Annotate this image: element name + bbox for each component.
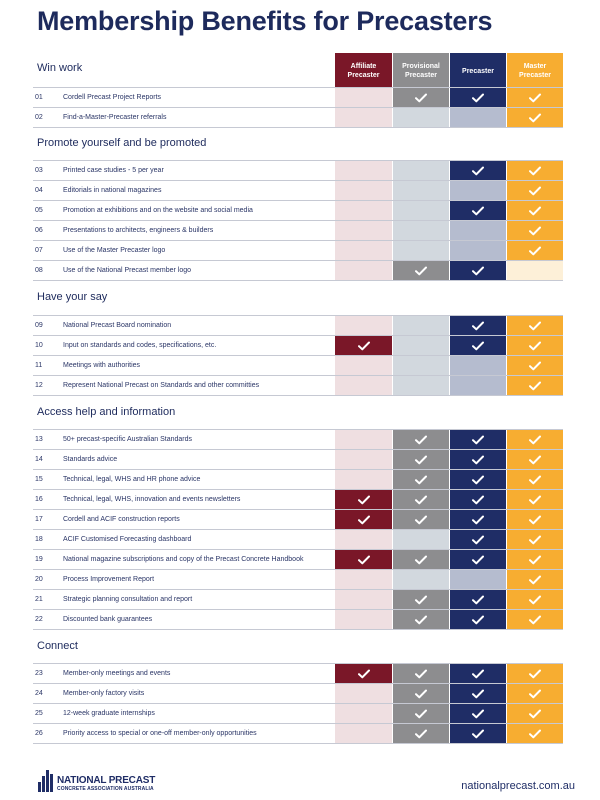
cell-affiliate	[335, 261, 392, 280]
row-label: Member-only factory visits	[63, 690, 145, 697]
checkmark-icon	[415, 669, 427, 679]
table-row	[33, 108, 563, 128]
row-label: Promotion at exhibitions and on the website and social media	[63, 207, 253, 214]
row-number: 23	[35, 670, 43, 677]
cell-provisional	[393, 430, 449, 449]
checkmark-icon	[472, 266, 484, 276]
row-number: 04	[35, 187, 43, 194]
cell-precaster	[450, 450, 506, 469]
logo-line-2: CONCRETE ASSOCIATION AUSTRALIA	[57, 786, 154, 792]
cell-precaster	[450, 530, 506, 549]
cell-affiliate	[335, 201, 392, 220]
cell-master	[507, 704, 563, 723]
cell-provisional	[393, 510, 449, 529]
checkmark-icon	[472, 515, 484, 525]
column-header-provisional: Provisional Precaster	[393, 53, 449, 89]
row-number: 10	[35, 342, 43, 349]
cell-provisional	[393, 201, 449, 220]
row-label: Priority access to special or one-off member-only opportunities	[63, 730, 257, 737]
checkmark-icon	[415, 455, 427, 465]
checkmark-icon	[472, 729, 484, 739]
column-header-affiliate: Affiliate Precaster	[335, 53, 392, 89]
row-label: Meetings with authorities	[63, 362, 141, 369]
checkmark-icon	[415, 595, 427, 605]
cell-master	[507, 376, 563, 395]
checkmark-icon	[358, 341, 370, 351]
cell-master	[507, 88, 563, 107]
table-row	[33, 161, 563, 181]
table-row	[33, 530, 563, 550]
logo-line-1: NATIONAL PRECAST	[57, 775, 156, 786]
cell-provisional	[393, 724, 449, 743]
checkmark-icon	[529, 381, 541, 391]
table-row	[33, 430, 563, 450]
checkmark-icon	[529, 615, 541, 625]
row-number: 15	[35, 476, 43, 483]
cell-affiliate	[335, 664, 392, 683]
cell-affiliate	[335, 550, 392, 569]
checkmark-icon	[529, 555, 541, 565]
table-row	[33, 376, 563, 396]
table-row	[33, 550, 563, 570]
checkmark-icon	[415, 435, 427, 445]
checkmark-icon	[472, 166, 484, 176]
cell-provisional	[393, 570, 449, 589]
cell-precaster	[450, 161, 506, 180]
row-label: Find-a-Master-Precaster referrals	[63, 114, 167, 121]
cell-master	[507, 430, 563, 449]
section-title: Connect	[37, 640, 78, 652]
checkmark-icon	[529, 206, 541, 216]
checkmark-icon	[415, 515, 427, 525]
row-label: Cordell and ACIF construction reports	[63, 516, 180, 523]
cell-master	[507, 684, 563, 703]
row-number: 06	[35, 227, 43, 234]
section-title: Promote yourself and be promoted	[37, 137, 207, 149]
column-header-master: Master Precaster	[507, 53, 563, 89]
cell-precaster	[450, 108, 506, 127]
checkmark-icon	[472, 435, 484, 445]
cell-master	[507, 570, 563, 589]
cell-precaster	[450, 336, 506, 355]
row-number: 05	[35, 207, 43, 214]
cell-affiliate	[335, 724, 392, 743]
checkmark-icon	[415, 266, 427, 276]
cell-master	[507, 316, 563, 335]
cell-provisional	[393, 221, 449, 240]
cell-master	[507, 161, 563, 180]
table-row	[33, 470, 563, 490]
cell-master	[507, 241, 563, 260]
national-precast-logo	[38, 770, 155, 792]
cell-precaster	[450, 88, 506, 107]
row-label: Discounted bank guarantees	[63, 616, 153, 623]
checkmark-icon	[415, 615, 427, 625]
cell-provisional	[393, 181, 449, 200]
cell-affiliate	[335, 510, 392, 529]
checkmark-icon	[358, 515, 370, 525]
checkmark-icon	[529, 246, 541, 256]
checkmark-icon	[472, 93, 484, 103]
section-title: Win work	[37, 62, 83, 74]
cell-master	[507, 201, 563, 220]
cell-precaster	[450, 664, 506, 683]
checkmark-icon	[529, 226, 541, 236]
cell-precaster	[450, 610, 506, 629]
checkmark-icon	[529, 435, 541, 445]
checkmark-icon	[529, 321, 541, 331]
row-label: Presentations to architects, engineers & builders	[63, 227, 214, 234]
cell-provisional	[393, 590, 449, 609]
cell-provisional	[393, 470, 449, 489]
table-row	[33, 590, 563, 610]
row-number: 17	[35, 516, 43, 523]
cell-provisional	[393, 88, 449, 107]
row-number: 21	[35, 596, 43, 603]
row-number: 20	[35, 576, 43, 583]
cell-precaster	[450, 316, 506, 335]
cell-precaster	[450, 201, 506, 220]
row-number: 01	[35, 94, 43, 101]
checkmark-icon	[529, 186, 541, 196]
checkmark-icon	[529, 575, 541, 585]
checkmark-icon	[529, 361, 541, 371]
checkmark-icon	[415, 93, 427, 103]
cell-affiliate	[335, 88, 392, 107]
checkmark-icon	[472, 689, 484, 699]
row-number: 03	[35, 167, 43, 174]
cell-master	[507, 724, 563, 743]
row-label: ACIF Customised Forecasting dashboard	[63, 536, 192, 543]
section-title: Have your say	[37, 291, 108, 303]
table-row	[33, 490, 563, 510]
checkmark-icon	[529, 535, 541, 545]
cell-affiliate	[335, 450, 392, 469]
cell-master	[507, 450, 563, 469]
cell-affiliate	[335, 530, 392, 549]
cell-master	[507, 356, 563, 375]
cell-affiliate	[335, 181, 392, 200]
cell-precaster	[450, 181, 506, 200]
cell-affiliate	[335, 316, 392, 335]
cell-affiliate	[335, 470, 392, 489]
checkmark-icon	[472, 455, 484, 465]
checkmark-icon	[472, 615, 484, 625]
cell-precaster	[450, 590, 506, 609]
cell-precaster	[450, 490, 506, 509]
table-row	[33, 181, 563, 201]
checkmark-icon	[529, 93, 541, 103]
cell-master	[507, 664, 563, 683]
row-number: 07	[35, 247, 43, 254]
checkmark-icon	[472, 321, 484, 331]
cell-provisional	[393, 610, 449, 629]
table-row	[33, 88, 563, 108]
cell-provisional	[393, 490, 449, 509]
checkmark-icon	[529, 515, 541, 525]
cell-provisional	[393, 316, 449, 335]
row-label: Use of the National Precast member logo	[63, 267, 192, 274]
table-row	[33, 664, 563, 684]
checkmark-icon	[529, 166, 541, 176]
cell-affiliate	[335, 570, 392, 589]
cell-master	[507, 221, 563, 240]
column-header-precaster: Precaster	[450, 53, 506, 89]
cell-precaster	[450, 221, 506, 240]
checkmark-icon	[472, 595, 484, 605]
row-number: 11	[35, 362, 43, 369]
row-label: Technical, legal, WHS, innovation and events newsletters	[63, 496, 241, 503]
row-number: 08	[35, 267, 43, 274]
checkmark-icon	[472, 475, 484, 485]
cell-precaster	[450, 356, 506, 375]
cell-precaster	[450, 241, 506, 260]
cell-master	[507, 470, 563, 489]
checkmark-icon	[529, 669, 541, 679]
cell-affiliate	[335, 590, 392, 609]
cell-affiliate	[335, 241, 392, 260]
table-row	[33, 261, 563, 281]
row-label: Strategic planning consultation and report	[63, 596, 193, 603]
row-number: 26	[35, 730, 43, 737]
row-number: 18	[35, 536, 43, 543]
checkmark-icon	[358, 555, 370, 565]
cell-provisional	[393, 161, 449, 180]
cell-provisional	[393, 550, 449, 569]
row-number: 22	[35, 616, 43, 623]
row-label: Technical, legal, WHS and HR phone advice	[63, 476, 201, 483]
cell-master	[507, 610, 563, 629]
cell-affiliate	[335, 610, 392, 629]
cell-provisional	[393, 376, 449, 395]
row-label: 12-week graduate internships	[63, 710, 155, 717]
cell-precaster	[450, 570, 506, 589]
table-row	[33, 201, 563, 221]
cell-precaster	[450, 430, 506, 449]
cell-master	[507, 510, 563, 529]
checkmark-icon	[472, 495, 484, 505]
website-link[interactable]: nationalprecast.com.au	[461, 780, 575, 792]
row-number: 13	[35, 436, 43, 443]
table-row	[33, 221, 563, 241]
cell-affiliate	[335, 356, 392, 375]
checkmark-icon	[529, 729, 541, 739]
cell-master	[507, 336, 563, 355]
table-row	[33, 510, 563, 530]
checkmark-icon	[415, 689, 427, 699]
checkmark-icon	[415, 555, 427, 565]
row-number: 09	[35, 322, 43, 329]
cell-precaster	[450, 470, 506, 489]
checkmark-icon	[415, 729, 427, 739]
cell-precaster	[450, 704, 506, 723]
table-row	[33, 450, 563, 470]
cell-precaster	[450, 684, 506, 703]
checkmark-icon	[529, 709, 541, 719]
row-label: Printed case studies - 5 per year	[63, 167, 164, 174]
row-label: National Precast Board nomination	[63, 322, 172, 329]
table-row	[33, 610, 563, 630]
table-row	[33, 684, 563, 704]
row-label: Cordell Precast Project Reports	[63, 94, 162, 101]
cell-provisional	[393, 664, 449, 683]
checkmark-icon	[529, 341, 541, 351]
checkmark-icon	[358, 669, 370, 679]
cell-provisional	[393, 336, 449, 355]
cell-master	[507, 261, 563, 280]
checkmark-icon	[529, 113, 541, 123]
checkmark-icon	[472, 341, 484, 351]
cell-master	[507, 550, 563, 569]
row-number: 25	[35, 710, 43, 717]
table-row	[33, 724, 563, 744]
checkmark-icon	[529, 595, 541, 605]
cell-master	[507, 530, 563, 549]
cell-precaster	[450, 261, 506, 280]
cell-affiliate	[335, 430, 392, 449]
row-label: Member-only meetings and events	[63, 670, 171, 677]
cell-provisional	[393, 261, 449, 280]
checkmark-icon	[415, 709, 427, 719]
cell-provisional	[393, 450, 449, 469]
table-row	[33, 241, 563, 261]
row-label: National magazine subscriptions and copy of the Precast Concrete Handbook	[63, 556, 304, 563]
row-label: Input on standards and codes, specifications, etc.	[63, 342, 217, 349]
table-row	[33, 316, 563, 336]
checkmark-icon	[472, 206, 484, 216]
cell-affiliate	[335, 704, 392, 723]
table-row	[33, 336, 563, 356]
checkmark-icon	[472, 669, 484, 679]
table-row	[33, 356, 563, 376]
checkmark-icon	[415, 495, 427, 505]
row-number: 16	[35, 496, 43, 503]
row-number: 14	[35, 456, 43, 463]
row-label: Editorials in national magazines	[63, 187, 162, 194]
cell-master	[507, 590, 563, 609]
logo-bars-icon	[38, 770, 54, 792]
row-number: 19	[35, 556, 43, 563]
checkmark-icon	[529, 689, 541, 699]
cell-precaster	[450, 550, 506, 569]
checkmark-icon	[529, 495, 541, 505]
cell-affiliate	[335, 221, 392, 240]
row-label: Use of the Master Precaster logo	[63, 247, 166, 254]
page-title: Membership Benefits for Precasters	[37, 6, 493, 36]
row-label: 50+ precast-specific Australian Standards	[63, 436, 192, 443]
cell-provisional	[393, 108, 449, 127]
checkmark-icon	[529, 475, 541, 485]
cell-provisional	[393, 356, 449, 375]
row-label: Standards advice	[63, 456, 118, 463]
cell-affiliate	[335, 336, 392, 355]
cell-provisional	[393, 530, 449, 549]
checkmark-icon	[529, 455, 541, 465]
cell-precaster	[450, 510, 506, 529]
cell-affiliate	[335, 161, 392, 180]
checkmark-icon	[472, 709, 484, 719]
row-number: 12	[35, 382, 43, 389]
checkmark-icon	[358, 495, 370, 505]
cell-provisional	[393, 684, 449, 703]
cell-affiliate	[335, 490, 392, 509]
cell-affiliate	[335, 108, 392, 127]
cell-provisional	[393, 704, 449, 723]
checkmark-icon	[415, 475, 427, 485]
row-number: 24	[35, 690, 43, 697]
checkmark-icon	[472, 555, 484, 565]
row-label: Process Improvement Report	[63, 576, 155, 583]
row-label: Represent National Precast on Standards and other committies	[63, 382, 260, 389]
cell-precaster	[450, 724, 506, 743]
row-number: 02	[35, 114, 43, 121]
table-row	[33, 704, 563, 724]
cell-master	[507, 181, 563, 200]
cell-provisional	[393, 241, 449, 260]
cell-master	[507, 490, 563, 509]
cell-affiliate	[335, 376, 392, 395]
checkmark-icon	[472, 535, 484, 545]
table-row	[33, 570, 563, 590]
cell-affiliate	[335, 684, 392, 703]
cell-precaster	[450, 376, 506, 395]
cell-master	[507, 108, 563, 127]
section-title: Access help and information	[37, 406, 176, 418]
